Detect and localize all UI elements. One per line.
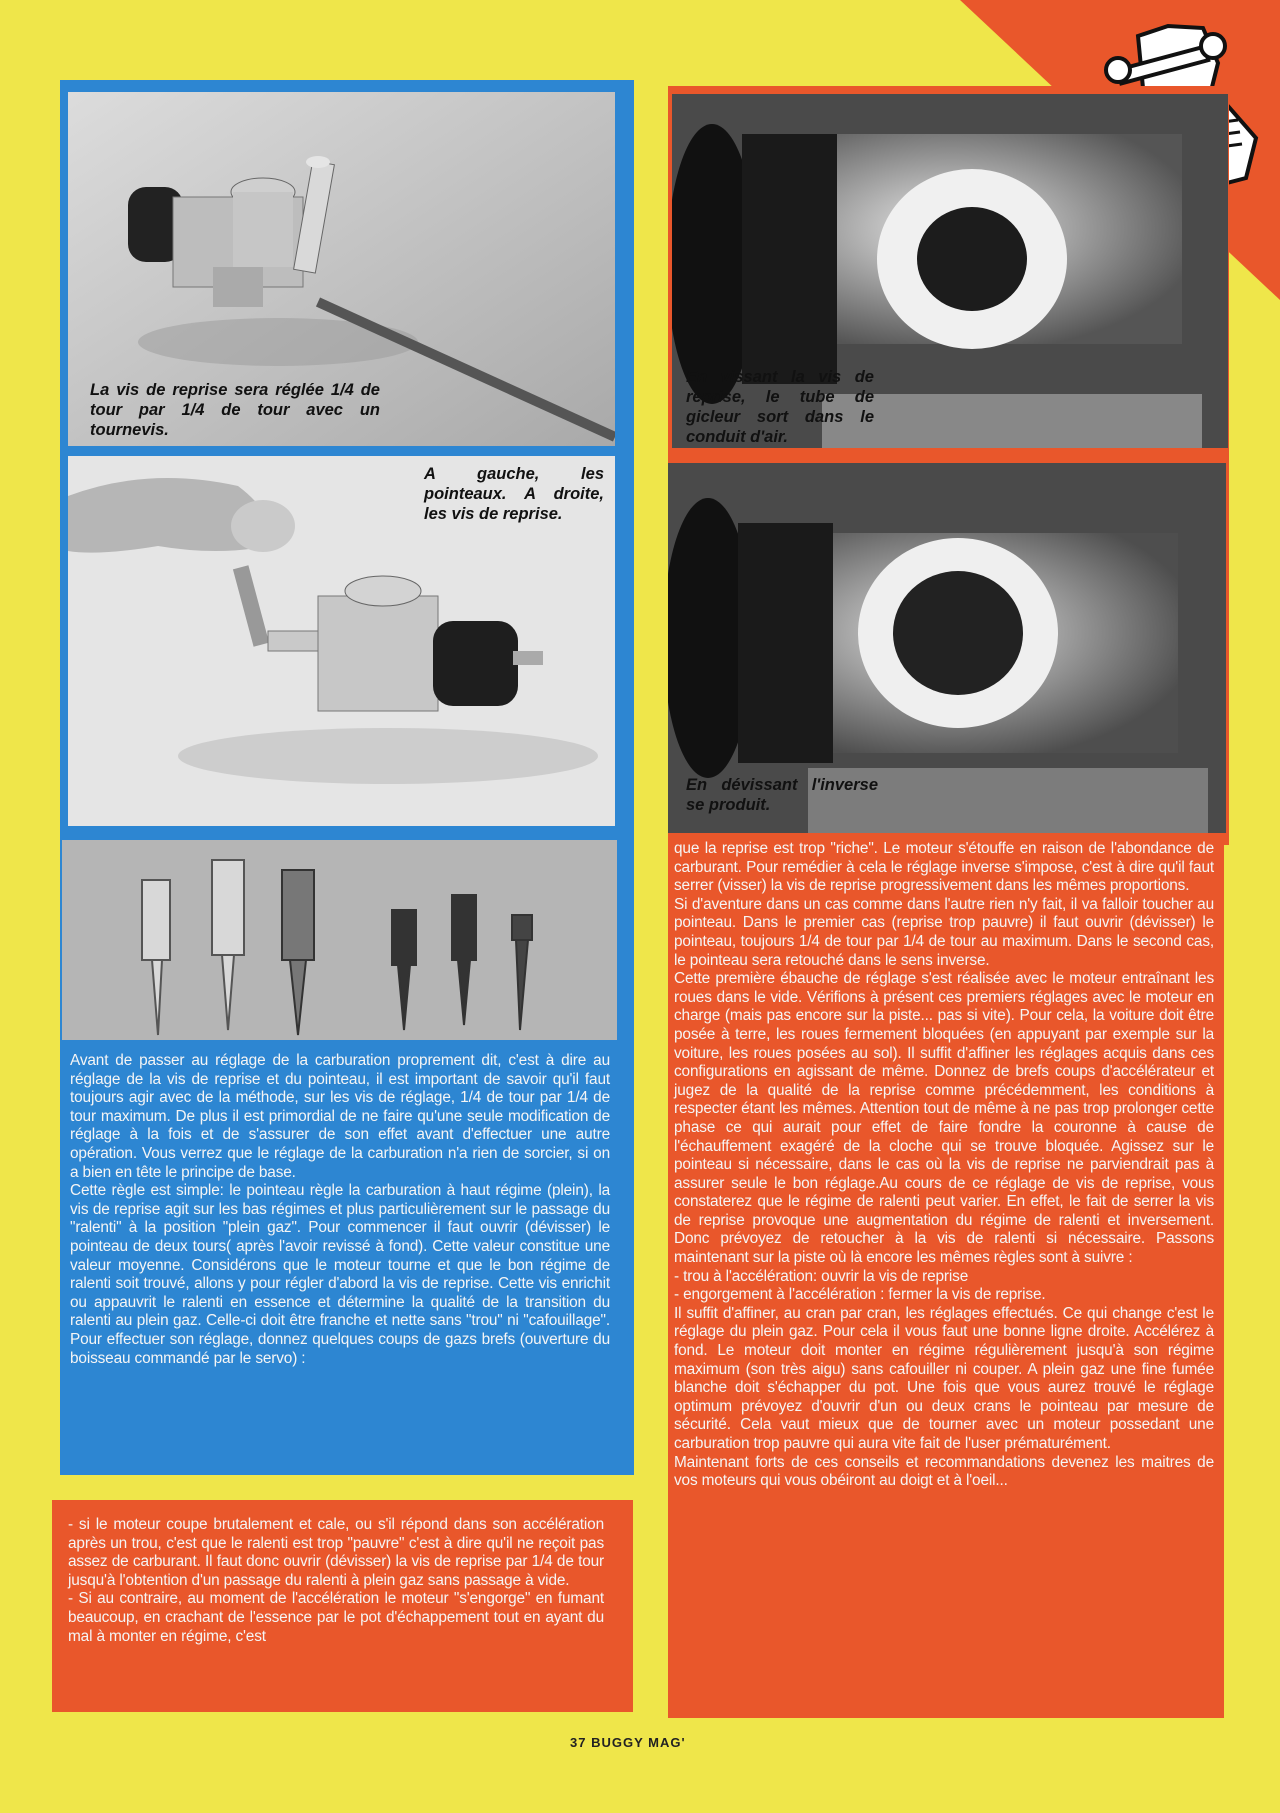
paragraph: Maintenant forts de ces conseils et recommandations devenez les maitres de vos moteurs qui vous obéiront au doigt et à l'oeil... xyxy=(674,1453,1214,1490)
caption-photo-2: A gauche, les pointeaux. A droite, les vis de reprise. xyxy=(424,465,604,523)
paragraph: - si le moteur coupe brutalement et cale, ou s'il répond dans son accélération après un trou, c'est que le ralenti est trop "pauvre" c'est à dire qu'il ne reçoit pas assez de carburant. Il faut donc ouvrir (dévisser) la vis de reprise par 1/4 de tour jusqu'à l'obtention d'un passage du ralenti à plein gaz sans passage à vide. xyxy=(68,1516,604,1589)
photo-carburetor-screwdriver xyxy=(68,92,615,446)
paragraph: Si d'aventure dans un cas comme dans l'autre rien n'y fait, il va falloir toucher au pointeau. Dans le premier cas (reprise trop pauvre) il faut ouvrir (dévisser) le pointeau, toujours 1/4 de tour par 1/4 de tour au maximum. Dans le second cas, le pointeau sera retouché dans le sens inverse. xyxy=(674,895,1214,969)
paragraph: - trou à l'accélération: ouvrir la vis de reprise xyxy=(674,1267,969,1285)
paragraph: - engorgement à l'accélération : fermer la vis de reprise. xyxy=(674,1286,1046,1304)
paragraph: Cette première ébauche de réglage s'est réalisée avec le moteur entraînant les roues dans le vide. Vérifions à présent ces premiers réglages avec le moteur en charge (mais pas encore sur la piste... pas si vite). Pour cela, la voiture doit être posée à terre, les roues fermement bloquées (en appuyant par exemple sur la voiture, les roues posées au sol). Il suffit d'affiner les réglages acquis dans ces configurations en agissant de même. Donnez de brefs coups d'accélérateur et jugez de la qualité de la reprise comme précédemment, les conditions à respecter étant les mêmes. Attention tout de même à ne pas trop prolonger cette phase ce qui aurait pour effet de faire fondre la couronne à cause de l'échauffement exagéré de la cloche qui se trouve bloquée. Agissez sur le pointeau si nécessaire, dans le cas où la vis de reprise ne parviendrait pas à assurer seule le bon réglage.Au cours de ce réglage de vis de reprise, vous constaterez que le régime de ralenti peut varier. En effet, le fait de serrer la vis de reprise provoque une augmentation du régime de ralenti et inversement. Donc prévoyez de retoucher à la vis de ralenti si nécessaire. Passons maintenant sur la piste où là encore les mêmes règles sont à suivre : xyxy=(674,970,1214,1267)
photo-needles-and-screws xyxy=(62,840,617,1040)
page-footer xyxy=(570,1735,686,1750)
paragraph: Cette règle est simple: le pointeau règle la carburation à haut régime (plein), la vis de reprise agit sur les bas régimes et plus particulièrement sur le passage du "ralenti" à la position "plein gaz". Pour commencer il faut ouvrir (dévisser) le pointeau de deux tours( après l'avoir revissé à fond). Cette valeur constitue une valeur moyenne. Considérons que le moteur tourne et que le bon régime de ralenti soit trouvé, allons y pour régler d'abord la vis de reprise. Cette vis enrichit ou appauvrit le ralenti en essence et détermine la qualité de la transition du ralenti au plein gaz. Celle-ci doit être franche et nette sans "trou" ni "cafouillage". Pour effectuer son réglage, donnez quelques coups de gazs brefs (ouverture du boisseau commandé par le servo) : xyxy=(70,1182,610,1367)
right-column-text xyxy=(674,840,1214,1706)
caption-photo-4: En vissant la vis de reprise, le tube de gicleur sort dans le conduit d'air. xyxy=(686,368,874,446)
magazine-name: BUGGY MAG' xyxy=(591,1735,686,1750)
paragraph: Il suffit d'affiner, au cran par cran, les réglages effectués. Ce qui change c'est le réglage du plein gaz. Pour cela il vous faut une bonne ligne droite. Accélérez à fond. Le moteur doit monter en régime régulièrement jusqu'à son régime maximum (son très aigu) sans cafouiller ni couper. A plein gaz une fine fumée blanche doit s'échapper du pot. Une fois que vous aurez trouvé le réglage optimum prévoyez d'ouvrir d'un ou deux crans le pointeau par mesure de sécurité. Cela vaut mieux que de tourner avec un moteur possedant une carburation trop pauvre qui aura vite fait de l'user prématurément. xyxy=(674,1304,1214,1452)
paragraph: que la reprise est trop "riche". Le moteur s'étouffe en raison de l'abondance de carburant. Pour remédier à cela le réglage inverse s'impose, c'est à dire qu'il faut serrer (visser) la vis de reprise progressivement dans les mêmes proportions. xyxy=(674,840,1214,895)
photo-needle-valve-hand xyxy=(68,456,615,826)
photo-carburetor-tube-out xyxy=(672,94,1228,448)
paragraph: Avant de passer au réglage de la carburation proprement dit, c'est à dire au réglage de la vis de reprise et du pointeau, il est important de savoir qu'il faut toujours agir avec de la méthode, sur les vis de réglage, 1/4 de tour par 1/4 de tour maximum. De plus il est primordial de ne faire qu'une seule modification de réglage à la fois et de s'assurer de son effet avant d'effectuer une autre opération. Vous verrez que le réglage de la carburation n'a rien de sorcier, si on a bien en tête le principe de base. xyxy=(70,1052,610,1181)
bottom-left-text xyxy=(68,1516,604,1706)
page-number: 37 xyxy=(570,1735,587,1750)
paragraph: - Si au contraire, au moment de l'accélération le moteur "s'engorge" en fumant beaucoup, en crachant de l'essence par le pot d'échappement tout en ayant du mal à monter en régime, c'est xyxy=(68,1590,604,1645)
photo-carburetor-tube-in xyxy=(668,463,1226,833)
caption-photo-5: En dévissant l'inverse se produit. xyxy=(686,776,878,814)
caption-photo-1: La vis de reprise sera réglée 1/4 de tour par 1/4 de tour avec un tournevis. xyxy=(90,381,380,439)
left-column-text xyxy=(70,1052,610,1464)
